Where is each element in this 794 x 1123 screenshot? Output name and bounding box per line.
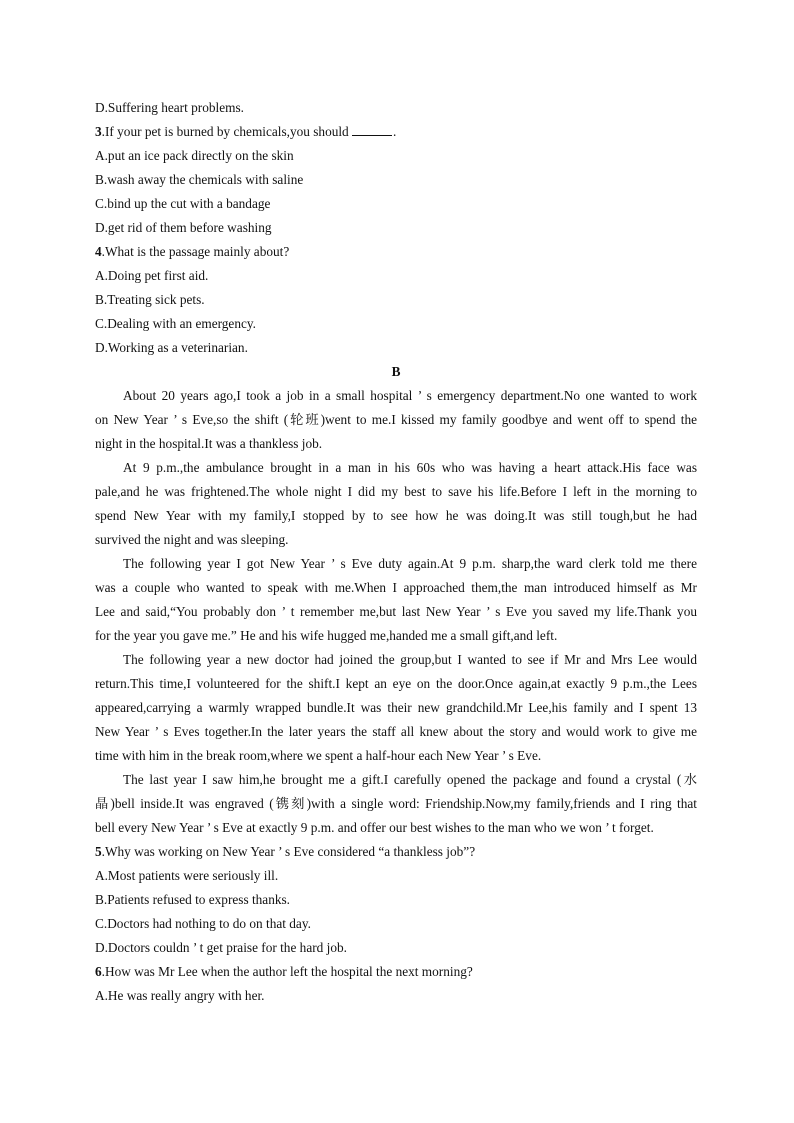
passage-line: Lee and said,“You probably don ’ t remember me,but last New Year ’ s Eve you saved my life.Thank you bbox=[95, 604, 697, 619]
option: D.Doctors couldn ’ t get praise for the hard job. bbox=[95, 940, 347, 955]
question-text: .Why was working on New Year ’ s Eve considered “a thankless job”? bbox=[101, 844, 476, 859]
passage-line: spend New Year with my family,I stopped by to see how he was doing.It was still tough,but he had bbox=[95, 508, 697, 523]
question-number: 3 bbox=[95, 124, 102, 139]
question-5 bbox=[95, 840, 697, 864]
question-3 bbox=[95, 120, 697, 144]
section-heading: B bbox=[391, 364, 401, 379]
question-4 bbox=[95, 240, 697, 264]
question-number: 4 bbox=[95, 244, 102, 259]
passage-line: bell every New Year ’ s Eve at exactly 9 p.m. and offer our best wishes to the man who we won ’ t forget. bbox=[95, 820, 654, 835]
question-number: 5 bbox=[95, 844, 102, 859]
passage-line: About 20 years ago,I took a job in a small hospital ’ s emergency department.No one wanted to work bbox=[123, 388, 697, 403]
passage-line: The last year I saw him,he brought me a gift.I carefully opened the package and found a crystal (水 bbox=[123, 772, 697, 787]
passage-line: was a couple who wanted to speak with me.When I approached them,the man introduced himself as Mr bbox=[95, 580, 697, 595]
passage-line: At 9 p.m.,the ambulance brought in a man in his 60s who was having a heart attack.His face was bbox=[123, 460, 697, 475]
option: A.put an ice pack directly on the skin bbox=[95, 148, 294, 163]
passage-line: on New Year ’ s Eve,so the shift (轮班)went to me.I kissed my family goodbye and went off to spend the bbox=[95, 412, 697, 427]
option: C.Dealing with an emergency. bbox=[95, 316, 256, 331]
option: B.wash away the chemicals with saline bbox=[95, 172, 304, 187]
question-text: .What is the passage mainly about? bbox=[101, 244, 290, 259]
passage-line: survived the night and was sleeping. bbox=[95, 532, 289, 547]
option: A.Most patients were seriously ill. bbox=[95, 868, 279, 883]
passage-paragraph-4 bbox=[95, 648, 697, 768]
option: B.Patients refused to express thanks. bbox=[95, 892, 290, 907]
passage-paragraph-3 bbox=[95, 552, 697, 648]
option: D.get rid of them before washing bbox=[95, 220, 272, 235]
passage-line: return.This time,I volunteered for the shift.I kept an eye on the door.Once again,at exactly 9 p.m.,the Lees bbox=[95, 676, 697, 691]
passage-line: night in the hospital.It was a thankless job. bbox=[95, 436, 323, 451]
question-end: . bbox=[393, 124, 397, 139]
answer-blank bbox=[352, 122, 392, 136]
option: A.He was really angry with her. bbox=[95, 988, 265, 1003]
passage-line: The following year a new doctor had joined the group,but I wanted to see if Mr and Mrs Lee would bbox=[123, 652, 697, 667]
document-page bbox=[95, 96, 697, 1008]
passage-line: 晶)bell inside.It was engraved (镌刻)with a single word: Friendship.Now,my family,friends and I ring that bbox=[95, 796, 697, 811]
passage-paragraph-2 bbox=[95, 456, 697, 552]
option: D.Working as a veterinarian. bbox=[95, 340, 248, 355]
passage-line: for the year you gave me.” He and his wife hugged me,handed me a small gift,and left. bbox=[95, 628, 558, 643]
passage-paragraph-5 bbox=[95, 768, 697, 840]
option: C.Doctors had nothing to do on that day. bbox=[95, 916, 311, 931]
passage-line: time with him in the break room,where we spent a half-hour each New Year ’ s Eve. bbox=[95, 748, 542, 763]
option: A.Doing pet first aid. bbox=[95, 268, 209, 283]
question-text: .If your pet is burned by chemicals,you should bbox=[101, 124, 349, 139]
passage-line: The following year I got New Year ’ s Eve duty again.At 9 p.m. sharp,the ward clerk told me there bbox=[123, 556, 697, 571]
option: C.bind up the cut with a bandage bbox=[95, 196, 271, 211]
question-number: 6 bbox=[95, 964, 102, 979]
passage-line: appeared,carrying a warmly wrapped bundle.It was their new grandchild.Mr Lee,his family and I spent 13 bbox=[95, 700, 697, 715]
question-text: .How was Mr Lee when the author left the hospital the next morning? bbox=[101, 964, 473, 979]
question-6 bbox=[95, 960, 697, 984]
passage-line: pale,and he was frightened.The whole night I did my best to save his life.Before I left in the morning to bbox=[95, 484, 697, 499]
passage-paragraph-1 bbox=[95, 384, 697, 456]
passage-line: New Year ’ s Eves together.In the later years the staff all knew about the story and would work to give me bbox=[95, 724, 697, 739]
q2-option-d: D.Suffering heart problems. bbox=[95, 100, 244, 115]
option: B.Treating sick pets. bbox=[95, 292, 205, 307]
